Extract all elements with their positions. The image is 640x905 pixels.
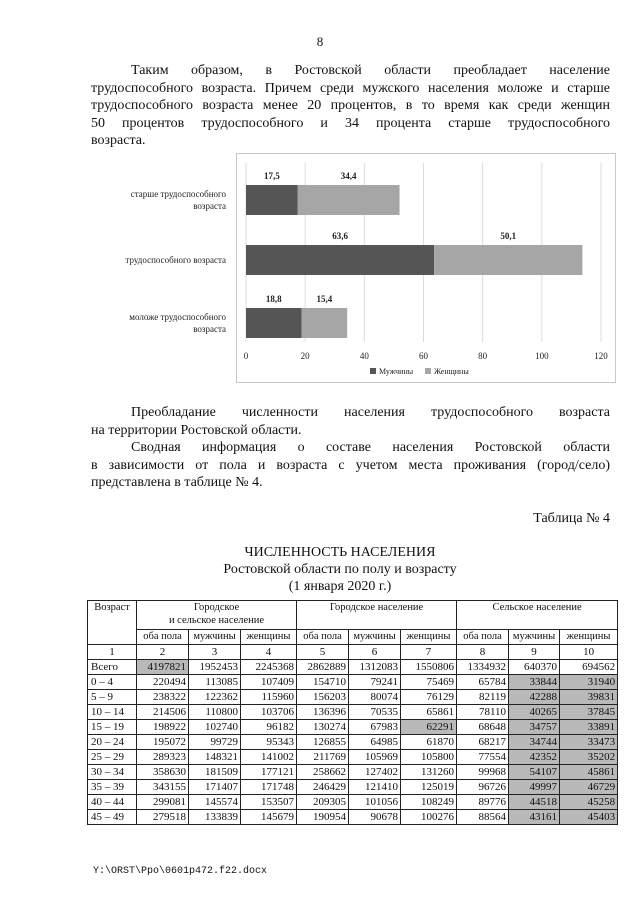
value-cell: 110800 [189,705,241,720]
value-cell: 33844 [509,675,560,690]
value-cell: 141002 [241,750,297,765]
value-cell: 76129 [401,690,457,705]
value-cell: 121410 [349,780,401,795]
value-cell: 133839 [189,810,241,825]
column-index-cell: 9 [509,645,560,660]
value-cell: 113085 [189,675,241,690]
table-title-line-2: Ростовской области по полу и возрасту [223,562,457,577]
value-cell: 75469 [401,675,457,690]
value-cell: 126855 [297,735,349,750]
value-cell: 67983 [349,720,401,735]
value-cell: 37845 [560,705,618,720]
value-cell: 214506 [137,705,189,720]
text-line: Таким образом, в Ростовской области преобладает население [131,63,610,78]
value-cell: 279518 [137,810,189,825]
subheader-cell: оба пола [137,630,189,645]
subheader-row [88,630,618,645]
column-index-cell: 10 [560,645,618,660]
x-tick-label: 60 [419,351,428,361]
value-cell: 105969 [349,750,401,765]
table-row [88,780,618,795]
file-path-footer: Y:\ORST\Ppo\0601p472.f22.docx [93,866,268,877]
value-cell: 238322 [137,690,189,705]
column-index-cell: 1 [88,645,137,660]
value-cell: 45403 [560,810,618,825]
value-cell: 156203 [297,690,349,705]
text-line: представлена в таблице № 4. [91,475,263,490]
value-cell: 99729 [189,735,241,750]
value-cell: 195072 [137,735,189,750]
value-cell: 145574 [189,795,241,810]
table-title [0,544,640,595]
value-cell: 127402 [349,765,401,780]
subheader-cell: мужчины [189,630,241,645]
value-cell: 177121 [241,765,297,780]
table-row [88,750,618,765]
group-header-urban: Городское население [297,601,457,630]
value-cell: 40265 [509,705,560,720]
column-index-cell: 5 [297,645,349,660]
value-cell: 102740 [189,720,241,735]
table-body [88,645,618,825]
column-index-cell: 4 [241,645,297,660]
table-row [88,705,618,720]
column-index-cell: 2 [137,645,189,660]
value-cell: 343155 [137,780,189,795]
value-cell: 358630 [137,765,189,780]
value-cell: 46729 [560,780,618,795]
legend-swatch-female [425,368,431,374]
table-row [88,765,618,780]
age-group-cell: 40 – 44 [88,795,137,810]
x-tick-label: 20 [300,351,310,361]
subheader-cell: мужчины [509,630,560,645]
legend-label-male: Мужчины [379,367,414,376]
value-cell: 171748 [241,780,297,795]
value-cell: 1952453 [189,660,241,675]
value-cell: 42352 [509,750,560,765]
value-cell: 136396 [297,705,349,720]
value-cell: 44518 [509,795,560,810]
value-cell: 70535 [349,705,401,720]
category-label: моложе трудоспособного [129,312,226,322]
table-row [88,690,618,705]
value-cell: 80074 [349,690,401,705]
value-cell: 31940 [560,675,618,690]
value-cell: 90678 [349,810,401,825]
bar-female [302,308,348,338]
bar-female [434,245,582,275]
table-row [88,675,618,690]
value-cell: 171407 [189,780,241,795]
legend-label-female: Женщины [434,367,469,376]
value-cell: 43161 [509,810,560,825]
group-header-total [137,601,297,630]
page-number: 8 [316,34,324,49]
value-cell: 96182 [241,720,297,735]
table-row [88,810,618,825]
value-cell: 107409 [241,675,297,690]
column-index-cell: 3 [189,645,241,660]
value-cell: 122362 [189,690,241,705]
subheader-cell: женщины [401,630,457,645]
table-row [88,720,618,735]
value-cell: 101056 [349,795,401,810]
text-line: в зависимости от пола и возраста с учетом места проживания (город/село) [91,457,610,473]
text-line: Сводная информация о составе населения Ростовской области [131,440,610,455]
table-row [88,735,618,750]
value-cell: 65861 [401,705,457,720]
x-tick-label: 120 [594,351,608,361]
bar-female [298,185,400,215]
table-number: Таблица № 4 [533,511,610,526]
subheader-cell: оба пола [457,630,509,645]
age-header: Возраст [88,601,137,645]
value-cell: 79241 [349,675,401,690]
value-cell: 78110 [457,705,509,720]
value-cell: 95343 [241,735,297,750]
value-cell: 211769 [297,750,349,765]
bar-male [246,245,434,275]
value-cell: 33473 [560,735,618,750]
age-group-cell: 25 – 29 [88,750,137,765]
value-cell: 115960 [241,690,297,705]
paragraph-2 [91,404,610,492]
value-cell: 68217 [457,735,509,750]
age-group-cell: 0 – 4 [88,675,137,690]
text-line: 50 процентов трудоспособного и 34 процента старше трудоспособного [91,115,610,131]
column-index-cell: 7 [401,645,457,660]
text-line: возраста. [91,133,146,148]
value-cell: 34757 [509,720,560,735]
value-cell: 64985 [349,735,401,750]
value-cell: 209305 [297,795,349,810]
x-tick-label: 100 [535,351,549,361]
value-cell: 246429 [297,780,349,795]
population-table [87,600,618,825]
age-group-cell: 35 – 39 [88,780,137,795]
value-cell: 190954 [297,810,349,825]
value-cell: 96726 [457,780,509,795]
data-label: 18,8 [265,294,282,304]
age-group-cell: Всего [88,660,137,675]
table-title-line-3: (1 января 2020 г.) [288,579,392,594]
x-tick-label: 80 [478,351,488,361]
value-cell: 1334932 [457,660,509,675]
group-header-rural: Сельское население [457,601,618,630]
table-row [88,660,618,675]
value-cell: 2245368 [241,660,297,675]
value-cell: 100276 [401,810,457,825]
category-label: старше трудоспособного [130,189,226,199]
data-label: 63,6 [332,231,348,241]
value-cell: 181509 [189,765,241,780]
value-cell: 105800 [401,750,457,765]
age-group-cell: 30 – 34 [88,765,137,780]
value-cell: 220494 [137,675,189,690]
column-index-cell: 8 [457,645,509,660]
subheader-cell: мужчины [349,630,401,645]
text-line: трудоспособного возраста. Причем среди мужского населения моложе и старше [91,80,610,96]
value-cell: 125019 [401,780,457,795]
value-cell: 2862889 [297,660,349,675]
paragraph-1 [91,62,610,150]
age-group-cell: 20 – 24 [88,735,137,750]
column-index-row [88,645,618,660]
value-cell: 68648 [457,720,509,735]
text-line: Преобладание численности населения трудоспособного возраста [131,405,610,420]
age-group-cell: 5 – 9 [88,690,137,705]
value-cell: 33891 [560,720,618,735]
category-label: возраста [193,201,226,211]
legend-swatch-male [370,368,376,374]
subheader-cell: оба пола [297,630,349,645]
value-cell: 145679 [241,810,297,825]
value-cell: 62291 [401,720,457,735]
value-cell: 154710 [297,675,349,690]
value-cell: 148321 [189,750,241,765]
x-tick-label: 0 [243,351,249,361]
value-cell: 289323 [137,750,189,765]
value-cell: 131260 [401,765,457,780]
value-cell: 88564 [457,810,509,825]
value-cell: 61870 [401,735,457,750]
value-cell: 45258 [560,795,618,810]
value-cell: 65784 [457,675,509,690]
bar-male [246,185,298,215]
value-cell: 89776 [457,795,509,810]
value-cell: 34744 [509,735,560,750]
value-cell: 694562 [560,660,618,675]
table-title-line-1: ЧИСЛЕННОСТЬ НАСЕЛЕНИЯ [244,545,436,560]
value-cell: 49997 [509,780,560,795]
value-cell: 153507 [241,795,297,810]
text-line: на территории Ростовской области. [91,422,302,438]
age-group-cell: 45 – 49 [88,810,137,825]
value-cell: 198922 [137,720,189,735]
group-header-line: Городское [193,602,240,613]
subheader-cell: женщины [560,630,618,645]
value-cell: 1550806 [401,660,457,675]
age-group-cell: 10 – 14 [88,705,137,720]
table-row [88,795,618,810]
value-cell: 103706 [241,705,297,720]
data-label: 34,4 [340,171,357,181]
x-tick-label: 40 [359,351,369,361]
category-label: возраста [193,324,226,334]
value-cell: 4197821 [137,660,189,675]
value-cell: 130274 [297,720,349,735]
value-cell: 299081 [137,795,189,810]
value-cell: 39831 [560,690,618,705]
value-cell: 108249 [401,795,457,810]
subheader-cell: женщины [241,630,297,645]
value-cell: 258662 [297,765,349,780]
text-line: трудоспособного возраста менее 20 процентов, в то время как среди женщин [91,98,610,113]
column-index-cell: 6 [349,645,401,660]
value-cell: 1312083 [349,660,401,675]
value-cell: 45861 [560,765,618,780]
value-cell: 82119 [457,690,509,705]
bar-male [246,308,302,338]
data-label: 15,4 [316,294,333,304]
data-label: 50,1 [500,231,517,241]
value-cell: 99968 [457,765,509,780]
value-cell: 54107 [509,765,560,780]
data-label: 17,5 [264,171,280,181]
group-header-line: и сельское население [168,615,265,626]
age-group-cell: 15 – 19 [88,720,137,735]
value-cell: 42288 [509,690,560,705]
value-cell: 640370 [509,660,560,675]
stacked-bar-chart [95,153,615,388]
category-label: трудоспособного возраста [125,255,226,265]
value-cell: 35202 [560,750,618,765]
value-cell: 77554 [457,750,509,765]
